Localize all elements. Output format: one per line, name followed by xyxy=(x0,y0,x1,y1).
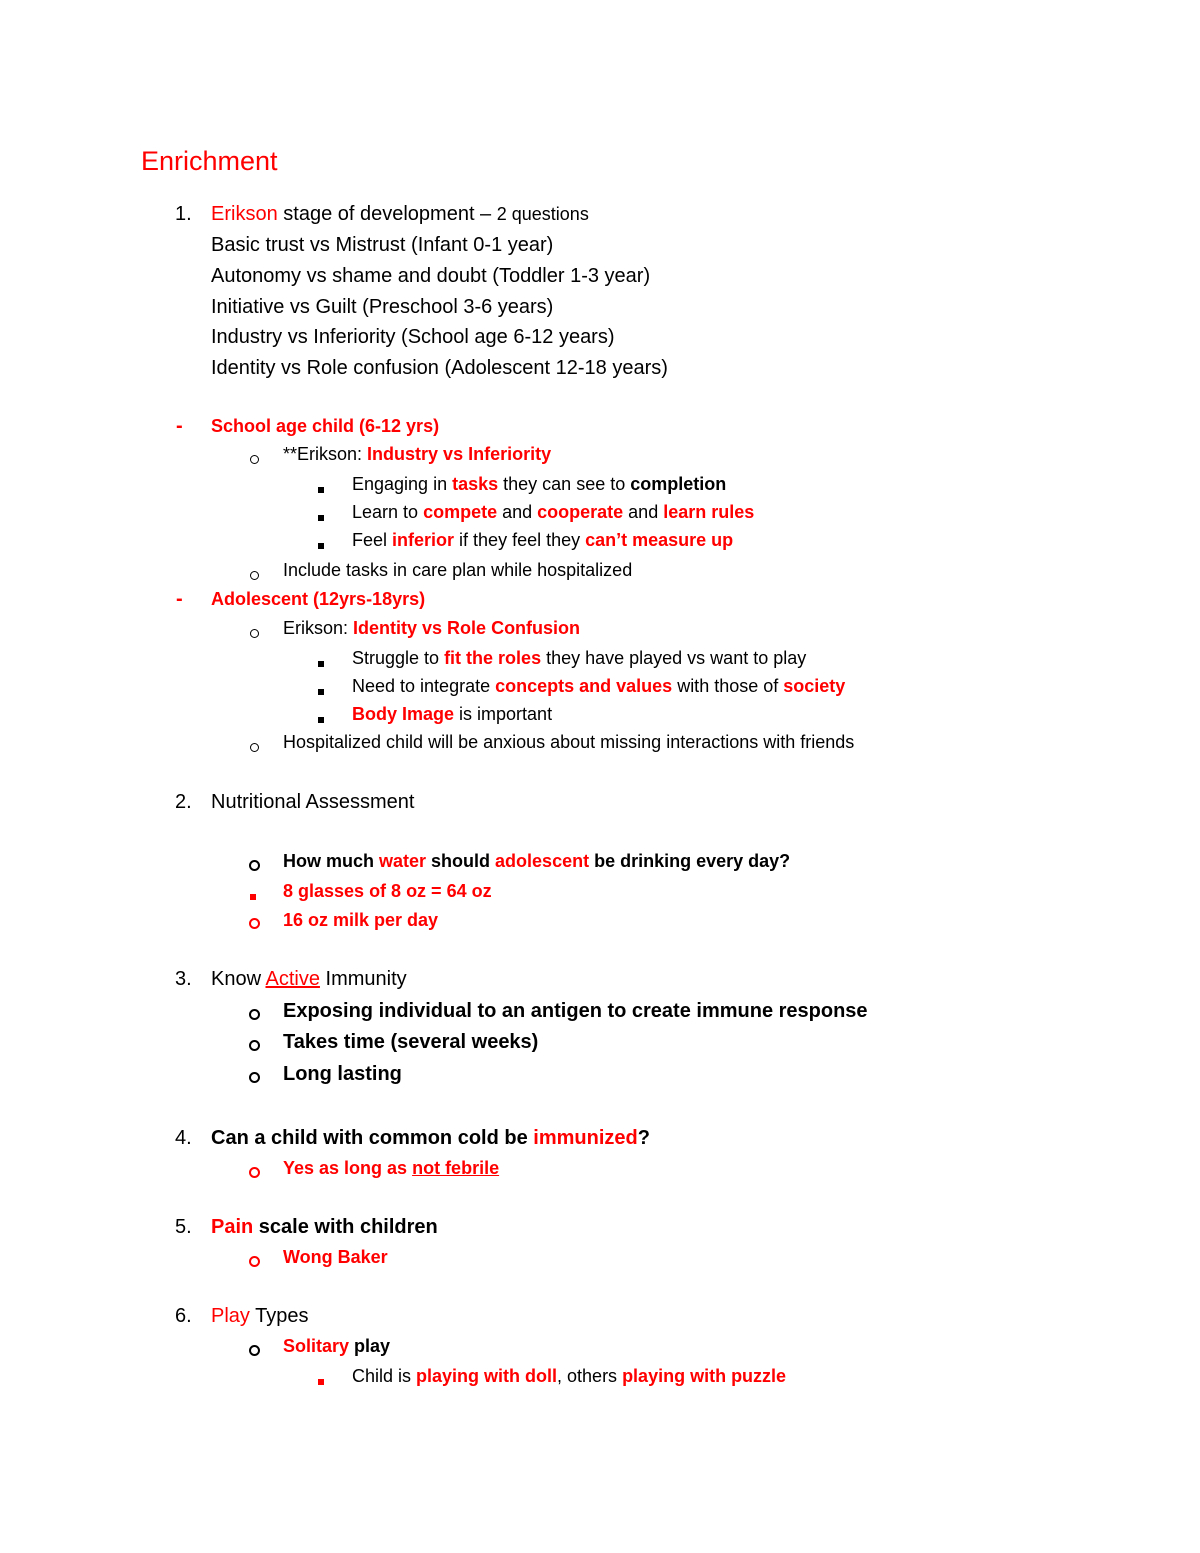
section-1-heading-text: stage of development – xyxy=(277,203,497,225)
circle-bullet-icon xyxy=(249,917,260,933)
adolescent-bullet: Struggle to fit the roles they have played vs want to play xyxy=(352,648,807,668)
stage-line: Identity vs Role confusion (Adolescent 12-18 years) xyxy=(211,357,668,379)
solitary-play: Solitary play xyxy=(283,1336,391,1356)
pain-scale-answer: Wong Baker xyxy=(283,1247,388,1267)
square-bullet-icon xyxy=(318,711,324,727)
stage-line: Industry vs Inferiority (School age 6-12 years) xyxy=(211,326,615,348)
section-4-heading: Can a child with common cold be immunized? xyxy=(211,1127,650,1149)
square-bullet-icon xyxy=(250,888,256,904)
circle-bullet-icon xyxy=(249,1255,260,1271)
school-age-heading: School age child (6-12 yrs) xyxy=(211,416,440,436)
section-5-heading: Pain scale with children xyxy=(211,1216,438,1238)
circle-bullet-icon xyxy=(249,859,260,875)
square-bullet-icon xyxy=(318,481,324,497)
section-3-number: 3. xyxy=(175,968,192,990)
water-answer: 8 glasses of 8 oz = 64 oz xyxy=(283,881,492,901)
square-bullet-icon xyxy=(318,655,324,671)
dash-bullet: - xyxy=(176,588,183,610)
section-2-number: 2. xyxy=(175,791,192,813)
adolescent-bullet: Need to integrate concepts and values with those of society xyxy=(352,676,846,696)
section-6-number: 6. xyxy=(175,1305,192,1327)
section-1-number: 1. xyxy=(175,203,192,225)
section-5-number: 5. xyxy=(175,1216,192,1238)
circle-bullet-icon xyxy=(250,740,259,756)
circle-bullet-icon xyxy=(249,1166,260,1182)
school-bullet: Learn to compete and cooperate and learn rules xyxy=(352,502,755,522)
square-bullet-icon xyxy=(318,683,324,699)
square-bullet-icon xyxy=(318,1373,324,1389)
section-2-heading: Nutritional Assessment xyxy=(211,791,415,813)
solitary-play-example: Child is playing with doll, others playing with puzzle xyxy=(352,1366,787,1386)
erikson-label: Erikson xyxy=(211,203,278,225)
section-1-heading xyxy=(211,204,589,224)
immunity-item: Takes time (several weeks) xyxy=(283,1031,539,1053)
circle-bullet-icon xyxy=(249,1071,260,1087)
page-title: Enrichment xyxy=(141,146,278,176)
circle-bullet-icon xyxy=(249,1344,260,1360)
stage-line: Basic trust vs Mistrust (Infant 0-1 year) xyxy=(211,234,554,256)
square-bullet-icon xyxy=(318,509,324,525)
section-4-number: 4. xyxy=(175,1127,192,1149)
section-3-heading: Know Active Immunity xyxy=(211,968,407,990)
water-question: How much water should adolescent be drinking every day? xyxy=(283,851,791,871)
circle-bullet-icon xyxy=(249,1008,260,1024)
square-bullet-icon xyxy=(318,537,324,553)
stage-line: Autonomy vs shame and doubt (Toddler 1-3 year) xyxy=(211,265,651,287)
immunize-answer: Yes as long as not febrile xyxy=(283,1158,500,1178)
dash-bullet: - xyxy=(176,415,183,437)
immunity-item: Long lasting xyxy=(283,1063,402,1085)
immunity-item: Exposing individual to an antigen to create immune response xyxy=(283,1000,868,1022)
adolescent-heading: Adolescent (12yrs-18yrs) xyxy=(211,589,426,609)
school-erikson-line: **Erikson: Industry vs Inferiority xyxy=(283,444,552,464)
adolescent-bullet: Body Image is important xyxy=(352,704,553,724)
section-6-heading: Play Types xyxy=(211,1305,309,1327)
adolescent-note: Hospitalized child will be anxious about missing interactions with friends xyxy=(283,732,855,752)
section-1-questions: 2 questions xyxy=(496,204,589,224)
circle-bullet-icon xyxy=(250,568,259,584)
stage-line: Initiative vs Guilt (Preschool 3-6 years) xyxy=(211,296,554,318)
circle-bullet-icon xyxy=(250,626,259,642)
adolescent-erikson-line: Erikson: Identity vs Role Confusion xyxy=(283,618,581,638)
school-note: Include tasks in care plan while hospitalized xyxy=(283,560,633,580)
circle-bullet-icon xyxy=(250,452,259,468)
circle-bullet-icon xyxy=(249,1039,260,1055)
school-bullet: Feel inferior if they feel they can’t measure up xyxy=(352,530,734,550)
milk-answer: 16 oz milk per day xyxy=(283,910,439,930)
school-bullet: Engaging in tasks they can see to completion xyxy=(352,474,727,494)
